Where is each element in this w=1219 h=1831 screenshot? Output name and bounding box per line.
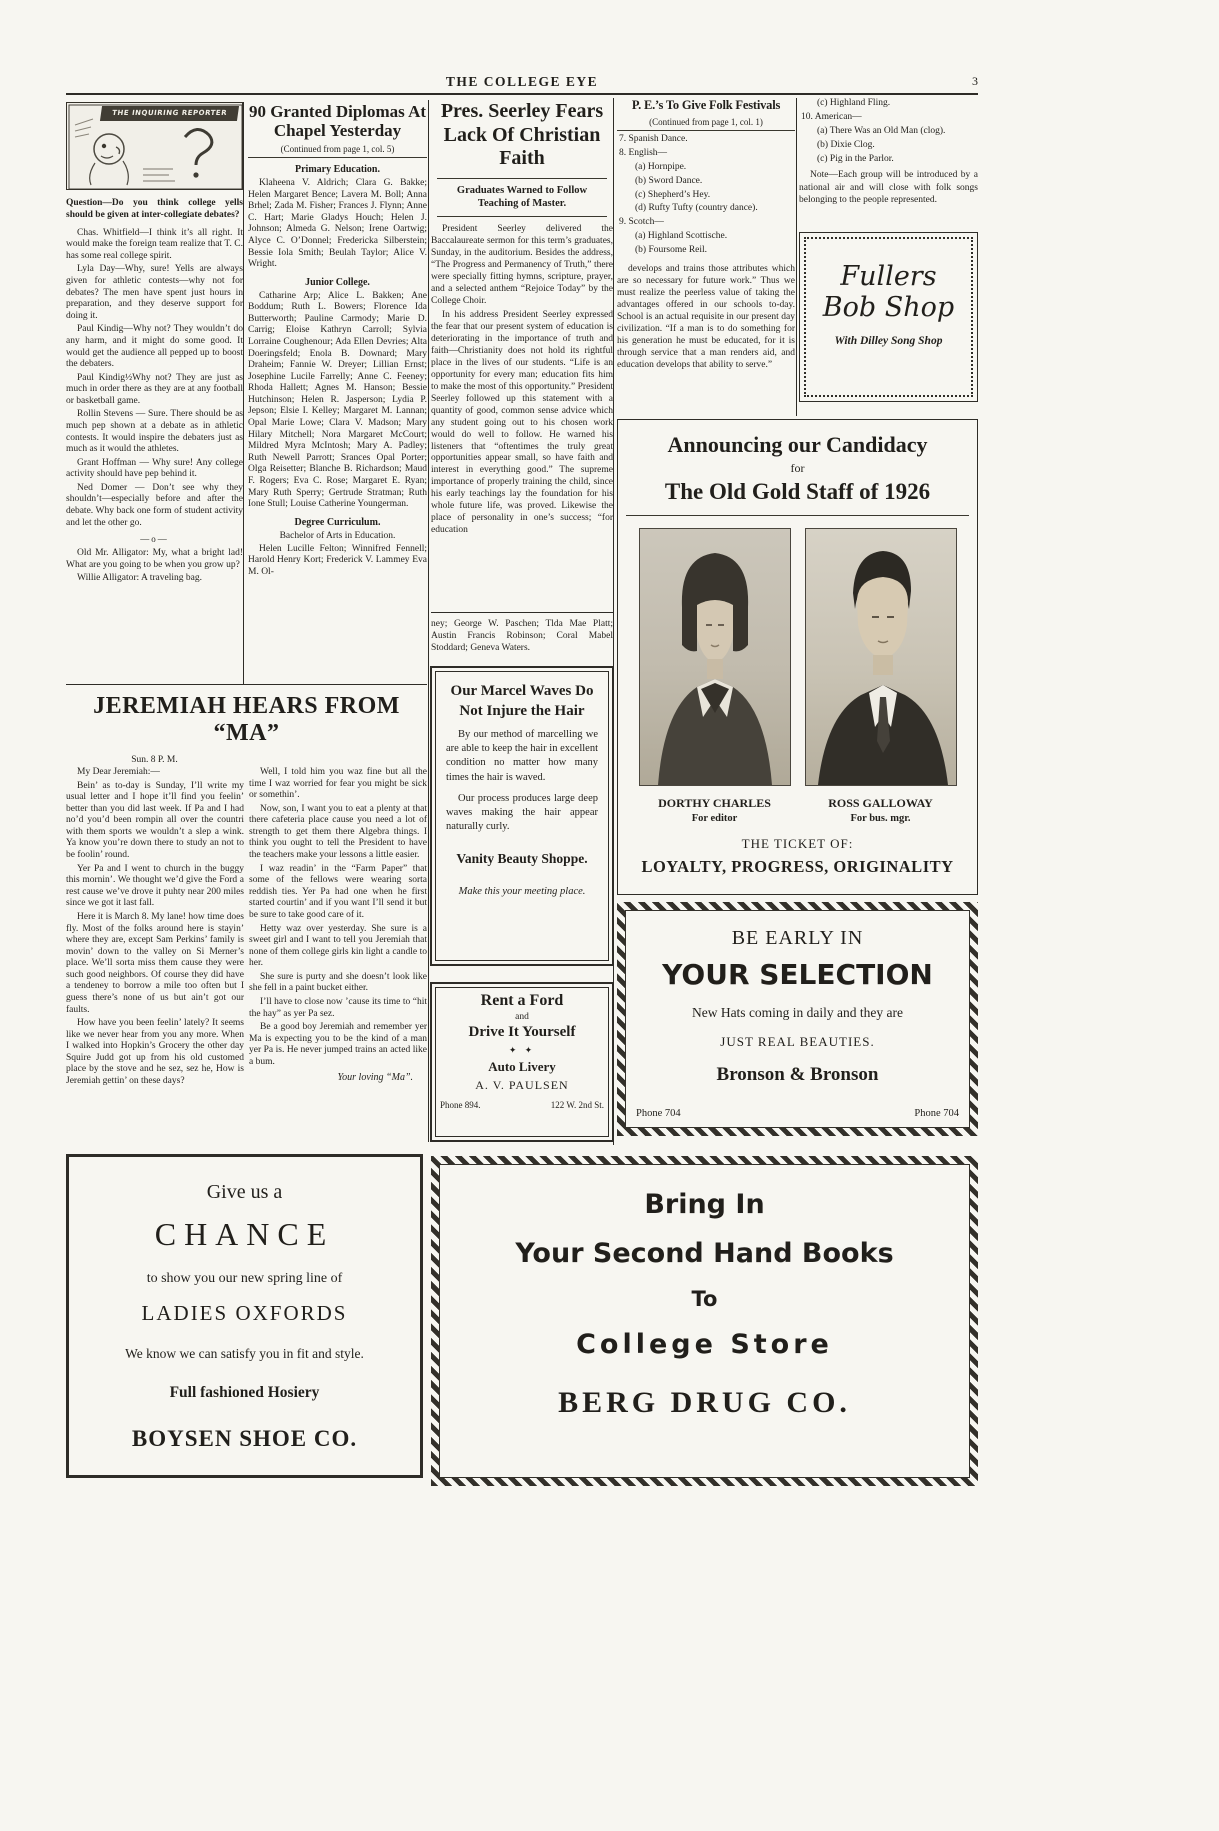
- candidate-name: DORTHY CHARLES: [658, 796, 771, 810]
- ad-headline: BE EARLY IN: [731, 927, 864, 949]
- advertiser-name: Auto Livery: [488, 1059, 556, 1074]
- paragraph: Ned Domer — Don’t see why they shouldn’t—especially before and after the debate. Why back one form of student activity and let the other go.: [66, 482, 243, 528]
- folk-festivals-article: [617, 98, 795, 373]
- man-portrait-image: [806, 529, 956, 785]
- paragraph: (b) Foursome Reil.: [635, 245, 708, 255]
- ticket-label: THE TICKET OF:: [741, 836, 854, 851]
- seerley-article: [431, 100, 613, 539]
- announcement-headline: Announcing our Candidacy: [667, 432, 928, 457]
- paragraph: Old Mr. Alligator: My, what a bright lad! What are you going to be when you grow up?: [66, 548, 243, 570]
- paragraph: (a) Hornpipe.: [635, 161, 687, 172]
- folk-dance-list: [799, 98, 978, 165]
- advertiser-name: BOYSEN SHOE CO.: [131, 1426, 358, 1451]
- paragraph: I’ll have to close now ’cause its time to “hit the hay” as yer Pa sez.: [249, 996, 427, 1019]
- ad-headline: College Store: [576, 1329, 833, 1360]
- paragraph: 8. English—: [619, 147, 668, 158]
- column-rule: [243, 102, 244, 684]
- ad-headline: LADIES OXFORDS: [141, 1301, 348, 1325]
- paragraph: Lyla Day—Why, sure! Yells are always given for athletic contests—why not for debates? The men have spent just hours in preparation, and they deserve support for doing it.: [66, 264, 243, 321]
- fullers-bob-shop-ad: [799, 232, 978, 402]
- paragraph: Paul Kindig½Why not? They are just as much in order there as they are at any football or basketball game.: [66, 372, 243, 406]
- ad-tagline: Make this your meeting place.: [458, 885, 586, 897]
- folk-headline: P. E.’s To Give Folk Festivals: [631, 98, 781, 112]
- column-rule: [796, 98, 797, 416]
- section-divider: —o—: [140, 534, 169, 545]
- paragraph: (c) Highland Fling.: [817, 98, 891, 108]
- ad-text: to show you our new spring line of: [146, 1271, 343, 1286]
- paragraph: Be a good boy Jeremiah and remember yer Ma is expecting you to be the kind of a man yer Pa is. He never jumped trains an acted like a bum.: [249, 1022, 427, 1067]
- candidate-name: ROSS GALLOWAY: [828, 796, 933, 810]
- announcement-text: for: [790, 461, 805, 475]
- paragraph: I waz readin’ in the “Farm Paper” that some of the fellows were wearing sorta reddish ties. Yer Pa had one when he first started courtin’ and if you want I’ll send it but be sure to take good care of it.: [249, 863, 427, 920]
- letter-signoff: Your loving “Ma”.: [337, 1072, 413, 1084]
- diplomas-continuation: ney; George W. Paschen; Tlda Mae Platt; Austin Francis Robinson; Coral Mabel Stoddard; Geneva Waters.: [431, 619, 613, 653]
- paragraph: By our method of marcelling we are able to keep the hair in excellent condition no matter how many times the hair is waved.: [446, 729, 598, 783]
- continued-note: (Continued from page 1, col. 1): [617, 117, 795, 131]
- ad-inner-panel: [625, 910, 970, 1128]
- advertiser-name: Bob Shop: [822, 292, 955, 324]
- folk-note: Note—Each group will be introduced by a national air and will close with folk songs belonging to the people represented.: [799, 170, 978, 205]
- degree-names: Helen Lucille Felton; Winnifred Fennell; Harold Henry Kort; Frederick V. Lammey Eva M. Ol-: [248, 543, 427, 577]
- reporter-answers: [66, 228, 243, 529]
- candidate-role: For editor: [691, 813, 738, 824]
- paragraph: (c) Pig in the Parlor.: [817, 153, 894, 164]
- advertiser-name: Bronson & Bronson: [716, 1064, 879, 1085]
- letter-body: [249, 767, 427, 1068]
- ad-body: [446, 728, 598, 834]
- paragraph: (a) Highland Scottische.: [635, 231, 728, 242]
- ad-text: and: [515, 1012, 529, 1022]
- jeremiah-article: [66, 684, 427, 1090]
- paragraph: President Seerley delivered the Baccalaureate sermon for this term’s graduates, Sunday, in the auditorium. Besides the address, “The Progress and Permanency of Truth,” there were specially fitting hymns, scripture, prayer, and a selected anthem “Rejoice Today” by the College Choir.: [431, 224, 613, 306]
- paragraph: Paul Kindig—Why not? They wouldn’t do any harm, and it might do some good. It would get the audience all pepped up to boost the debaters.: [66, 324, 243, 370]
- paragraph: She sure is purty and she doesn’t look like she fell in a paint bucket either.: [249, 971, 427, 994]
- ad-text: Full fashioned Hosiery: [169, 1384, 320, 1401]
- column-rule: [428, 100, 429, 1142]
- reporter-question: Question—Do you think college yells should be given at inter-collegiate debates?: [66, 198, 243, 220]
- advertiser-name: BERG DRUG CO.: [558, 1386, 851, 1419]
- announcement-headline: The Old Gold Staff of 1926: [626, 479, 969, 516]
- advertiser-name: Vanity Beauty Shoppe.: [456, 851, 588, 867]
- ad-text: We know we can satisfy you in fit and style.: [125, 1346, 364, 1361]
- woman-portrait-image: [640, 529, 790, 785]
- advertiser-name: A. V. PAULSEN: [475, 1078, 569, 1092]
- letter-left-column: [66, 767, 244, 1090]
- advertiser-name: Fullers: [840, 261, 937, 292]
- alligator-joke: [66, 548, 243, 585]
- junior-names: Catharine Arp; Alice L. Bakken; Ane Boddum; Ruth L. Bowers; Florence Ida Butterworth; Pauline Carmody; Marie D. Carrig; Eloise Kathryn Carroll; Sylvia Lorraine Coughenour; Ada Ellen Devries; Alta Doeringsfeld; Enola B. Downard; Mary Draheim; Fannie W. Dreyer; Lillian Ernst; Josephine Lucile Farrelly; Anne C. Feeney; Rhoda Hallett; Agnes M. Hanson; Bessie Hutchinson; Helen R. Jasperson; Lydia P. Jepson; Elsie I. Kelley; Margaret M. Lannan; Opal Marie Lowe; Clara V. Madson; Mary Hilary Mitchell; Nora Margaret McCourt; Mildred Myra McIntosh; Mary A. Padley; Ruth Newell Parrott; Srances Opal Porter; Olga Reisetter; Blanche B. Richardson; Maud F. Rogers; Eva C. Rose; Margaret E. Ryan; Mary Ruth Sperry; Gertrude Stratman; Ruth Ione Stull; Louise Catherine Youngerman.: [248, 290, 427, 510]
- paragraph: (d) Rufty Tufty (country dance).: [635, 203, 758, 214]
- ad-headline: Our Marcel Waves Do Not Injure the Hair: [450, 683, 594, 719]
- paragraph: (c) Shepherd’s Hey.: [635, 189, 711, 200]
- ad-tagline: With Dilley Song Shop: [834, 335, 943, 348]
- masthead: THE COLLEGE EYE: [445, 74, 599, 89]
- paragraph: Here it is March 8. My lane! how time does fly. Most of the folks around here is stayin’ where they are, except Sam Perkins’ family is movin’ down to the valley on Si Merner’s place. We’ll sorta miss them cause they were such good neighbors. Of course they did have a tendeney to borrow a mile too often but I guess there’s none of us but ain’t got our faults.: [66, 911, 244, 1015]
- paragraph: Chas. Whitfield—I think it’s all right. It would make the foreign team realize that T. C. has some real college spirit.: [66, 227, 243, 261]
- degree-subheading: Bachelor of Arts in Education.: [279, 530, 396, 541]
- section-heading: Primary Education.: [295, 164, 380, 176]
- continued-note: (Continued from page 1, col. 5): [248, 144, 427, 158]
- paragraph: Yer Pa and I went to church in the buggy this mornin’. We thought we’d give the Ford a rest cause we’ve drove it puhty near 200 miles since we got it last fall.: [66, 863, 244, 909]
- folk-body: develops and trains those attributes which are so necessary for future work.” Thus we must realize the peerless value of taking the advantages offered in our schools to-day. School is an actual requisite in our present day civilization. “If a man is to do something for his generation he must be educated, for it is through service that a man renders aid, and education develops that ability to serve.”: [617, 263, 795, 371]
- ad-inner-panel: [439, 1164, 970, 1478]
- paragraph: Grant Hoffman — Why sure! Any college activity should have pep behind it.: [66, 457, 243, 480]
- ad-text: New Hats coming in daily and they are: [691, 1005, 904, 1020]
- letter-right-column: [249, 767, 427, 1090]
- folk-festivals-continuation: [799, 98, 978, 206]
- paragraph: Rollin Stevens — Sure. There should be as much pep shown at a debate as in athletic contests. It would inspire the debaters just as much as it would the athletes.: [66, 409, 243, 455]
- printers-ornament-icon: ✦ ✦: [508, 1045, 536, 1055]
- letter-dateline: Sun. 8 P. M.: [131, 755, 178, 765]
- paragraph: 10. American—: [801, 111, 862, 122]
- bronson-hats-ad: [617, 902, 978, 1136]
- seerley-headline: Pres. Seerley Fears Lack Of Christian Faith: [440, 100, 604, 170]
- paragraph: Willie Alligator: A traveling bag.: [77, 573, 202, 584]
- section-heading: Junior College.: [305, 276, 370, 288]
- letter-salutation: My Dear Jeremiah:—: [77, 767, 160, 777]
- cartoon-banner: THE INQUIRING REPORTER: [100, 106, 239, 121]
- letter-body: [66, 781, 244, 1088]
- paragraph: 7. Spanish Dance.: [619, 134, 688, 144]
- paragraph: Now, son, I want you to eat a plenty at that there cafeteria place cause you need a lot of strength to get them there Algebra things. I think you ought to tell the President to have the teachers make your lessons a little easier.: [249, 803, 427, 861]
- paragraph: (b) Dixie Clog.: [817, 139, 875, 150]
- ad-phone: Phone 704: [636, 1108, 681, 1119]
- portrait-photo-business-manager: [805, 528, 957, 786]
- page-number: 3: [972, 74, 978, 88]
- ad-headline: To: [691, 1287, 718, 1311]
- paragraph: Hetty waz over yesterday. She sure is a sweet girl and I want to tell you Jeremiah that none of them college girls kin light a candle to her.: [249, 923, 427, 969]
- ad-headline: Your Second Hand Books: [515, 1238, 894, 1269]
- ad-phone: Phone 894.: [440, 1100, 481, 1110]
- portrait-photo-editor: [639, 528, 791, 786]
- folk-dance-list: [617, 134, 795, 257]
- article-rule: [431, 612, 613, 613]
- paragraph: (a) There Was an Old Man (clog).: [817, 125, 946, 136]
- jeremiah-headline: JEREMIAH HEARS FROM “MA”: [93, 693, 400, 746]
- paragraph: How have you been feelin’ lately? It seems like we never hear from you any more. When I walked into Hopkin’s Grocery the other day Squire Judd got up from his old customed place by the stove and he sez, sez he, How is Jeremiah gettin’ on these days?: [66, 1018, 244, 1087]
- ad-headline: Drive It Yourself: [468, 1024, 576, 1040]
- paragraph: In his address President Seerley expressed the fear that our present system of education is deteriorating in the importance of truth and faith—Christianity does not hold its rightful place in the lives of our students. “Life is an opportunity for every man; education fits him to make the most of this opportunity.” President Seerley followed up this statement with a quantity of good, common sense advice which any student going out to his chosen work would do well to follow. He warned his listeners that “oftentimes the truly great opportunities appear small, so have faith and interest in everything good.” The supreme importance of properly training the child, since his early teachings lay the foundation for his whole future life, was proved. Likewise the place of personality in one’s success; “for education: [431, 309, 613, 536]
- masthead-rule: [66, 93, 978, 95]
- diplomas-headline: 90 Granted Diplomas At Chapel Yesterday: [248, 102, 427, 141]
- section-heading: Degree Curriculum.: [294, 516, 381, 528]
- paragraph: (b) Sword Dance.: [635, 175, 703, 186]
- ad-address: 122 W. 2nd St.: [550, 1100, 604, 1110]
- ad-phone: Phone 704: [914, 1108, 959, 1119]
- ad-headline: CHANCE: [154, 1216, 335, 1252]
- paragraph: Well, I told him you waz fine but all the time I waz worried for fear you might be sick or somethin’.: [249, 767, 427, 801]
- paragraph: 9. Scotch—: [619, 217, 664, 228]
- auto-livery-ad: [430, 982, 614, 1142]
- ad-headline: YOUR SELECTION: [662, 958, 933, 991]
- ad-headline: Bring In: [644, 1189, 765, 1220]
- seerley-subhead: Graduates Warned to Follow Teaching of Master.: [437, 178, 607, 217]
- ad-headline: Rent a Ford: [480, 992, 564, 1009]
- diplomas-article: [248, 102, 427, 580]
- ad-text: JUST REAL BEAUTIES.: [720, 1034, 875, 1049]
- seerley-body: [431, 224, 613, 537]
- berg-drug-ad: [431, 1156, 978, 1486]
- primary-names: Klaheena V. Aldrich; Clara G. Bakke; Helen Margaret Bence; Lavera M. Boll; Anna Brhel; Zada M. Fisher; Frances J. Flynn; Anne C. Hart; Marie Gladys Houch; Helen J. Johnson; Almeda G. Nelson; Irene Oartwig; Alyce C. O’Donnel; Fredericka Silberstein; Bessie Iola Smith; Beulah Taylor; Alice V. Wright.: [248, 178, 427, 270]
- ticket-values: LOYALTY, PROGRESS, ORIGINALITY: [641, 857, 954, 876]
- boysen-shoe-ad: [66, 1154, 423, 1478]
- ad-text: Give us a: [206, 1181, 283, 1203]
- vanity-beauty-ad: [430, 666, 614, 966]
- paragraph: Bein’ as to-day is Sunday, I’ll write my usual letter and I hope it’ll find you feelin’ better than you did last week. If Pa and I had no’d you’d been rompin all over the countri with them sports we wouldn’t a slep a wink. Ya know you’re down there to study an not to be foolin’ round.: [66, 780, 244, 861]
- old-gold-candidacy-announcement: [617, 419, 978, 895]
- inquiring-reporter-article: [66, 102, 243, 587]
- ad-inner-border: [804, 237, 973, 397]
- inquiring-reporter-cartoon: [66, 102, 243, 190]
- candidate-role: For bus. mgr.: [850, 813, 911, 824]
- paragraph: Our process produces large deep waves making the hair appear naturally curly.: [446, 792, 598, 833]
